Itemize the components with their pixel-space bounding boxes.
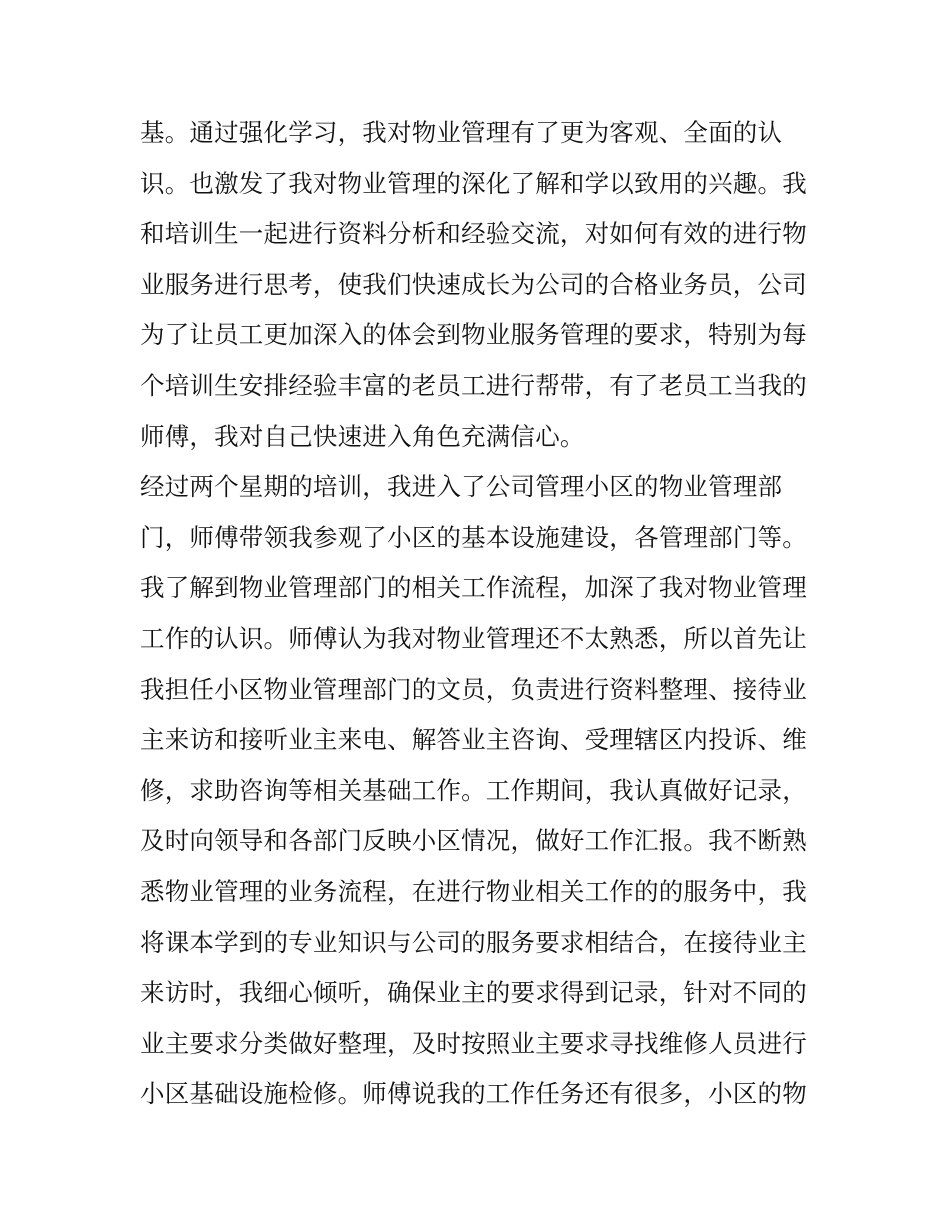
text-line: 师傅，我对自己快速进入角色充满信心。 (140, 421, 585, 451)
body-text (140, 108, 820, 1120)
text-line: 及时向领导和各部门反映小区情况，做好工作汇报。我不断熟 (140, 826, 807, 856)
text-line: 将课本学到的专业知识与公司的服务要求相结合，在接待业主 (140, 927, 807, 957)
text-line: 识。也激发了我对物业管理的深化了解和学以致用的兴趣。我 (140, 168, 807, 198)
text-line: 经过两个星期的培训，我进入了公司管理小区的物业管理部 (140, 472, 783, 502)
text-line: 门，师傅带领我参观了小区的基本设施建设，各管理部门等。 (140, 522, 807, 552)
text-line: 为了让员工更加深入的体会到物业服务管理的要求，特别为每 (140, 320, 807, 350)
text-line: 悉物业管理的业务流程，在进行物业相关工作的的服务中，我 (140, 876, 807, 906)
text-line: 工作的认识。师傅认为我对物业管理还不太熟悉，所以首先让 (140, 623, 807, 653)
text-line: 业主要求分类做好整理，及时按照业主要求寻找维修人员进行 (140, 1028, 807, 1058)
text-line: 我了解到物业管理部门的相关工作流程，加深了我对物业管理 (140, 573, 807, 603)
text-line: 主来访和接听业主来电、解答业主咨询、受理辖区内投诉、维 (140, 725, 807, 755)
text-line: 来访时，我细心倾听，确保业主的要求得到记录，针对不同的 (140, 978, 807, 1008)
text-line: 我担任小区物业管理部门的文员，负责进行资料整理、接待业 (140, 674, 807, 704)
text-line: 基。通过强化学习，我对物业管理有了更为客观、全面的认 (140, 118, 783, 147)
text-line: 个培训生安排经验丰富的老员工进行帮带，有了老员工当我的 (140, 370, 807, 400)
text-line: 小区基础设施检修。师傅说我的工作任务还有很多，小区的物 (140, 1079, 807, 1109)
text-line: 和培训生一起进行资料分析和经验交流，对如何有效的进行物 (140, 219, 807, 249)
text-line: 修，求助咨询等相关基础工作。工作期间，我认真做好记录， (140, 775, 807, 805)
text-line: 业服务进行思考，使我们快速成长为公司的合格业务员，公司 (140, 269, 807, 299)
